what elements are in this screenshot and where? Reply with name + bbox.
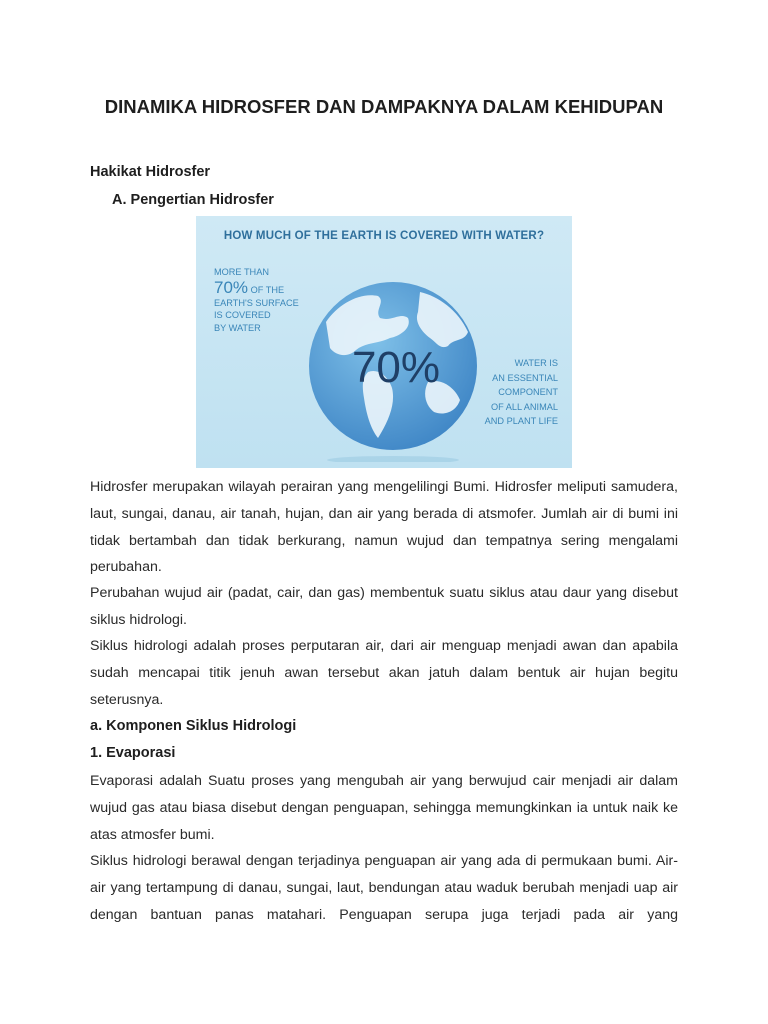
left-percent: 70% [214, 277, 249, 297]
paragraph-evaporasi: Evaporasi adalah Suatu proses yang mengubah air yang berwujud cair menjadi air dalam wujud gas atau biasa disebut dengan penguapan, sehingga memungkinkan ia untuk naik ke atas atmosfer bumi. [90, 773, 678, 843]
left-after-percent: OF THE [250, 284, 285, 295]
left-line-3: EARTH'S SURFACE [214, 297, 299, 308]
right-line-5: AND PLANT LIFE [484, 416, 558, 427]
infographic-right-text [485, 356, 558, 429]
heading-komponen: a. Komponen Siklus Hidrologi [90, 718, 297, 734]
right-line-4: OF ALL ANIMAL [490, 401, 558, 412]
paragraph-perubahan-wujud: Perubahan wujud air (padat, cair, dan gas) membentuk suatu siklus atau daur yang disebut siklus hidrologi. [90, 585, 678, 628]
left-line-5: BY WATER [214, 322, 261, 333]
document-title: DINAMIKA HIDROSFER DAN DAMPAKNYA DALAM KEHIDUPAN [104, 96, 664, 117]
water-coverage-infographic [196, 216, 572, 468]
globe-percent-label: 70% [351, 343, 441, 392]
subsection-heading: A. Pengertian Hidrosfer [112, 192, 274, 208]
heading-evaporasi: 1. Evaporasi [90, 745, 176, 761]
infographic-heading: HOW MUCH OF THE EARTH IS COVERED WITH WATER? [223, 230, 545, 242]
infographic-left-text [214, 266, 299, 334]
paragraph-siklus-hidrologi: Siklus hidrologi adalah proses perputaran air, dari air menguap menjadi awan dan apabila sudah mencapai titik jenuh awan tersebut akan jatuh dalam bentuk air hujan begitu seterusnya. [90, 638, 678, 708]
paragraph-hidrosfer: Hidrosfer merupakan wilayah perairan yang mengelilingi Bumi. Hidrosfer meliputi samudera, laut, sungai, danau, air tanah, hujan, dan air yang berada di atsmofer. Jumlah air di bumi ini tidak bertambah dan tidak berkurang, namun wujud dan tempatnya sering mengalami perubahan. [90, 479, 678, 576]
right-line-1: WATER IS [514, 358, 558, 368]
section-heading: Hakikat Hidrosfer [90, 164, 211, 180]
right-line-3: COMPONENT [498, 387, 558, 398]
paragraph-siklus-awal: Siklus hidrologi berawal dengan terjadinya penguapan air yang ada di permukaan bumi. Air-air yang tertampung di danau, sungai, laut, bendungan atau waduk berubah menjadi uap air dengan bantuan panas matahari. Penguapan serupa juga terjadi pada air yang [90, 853, 678, 923]
left-line-1: MORE THAN [214, 267, 269, 277]
left-line-4: IS COVERED [214, 310, 271, 321]
globe-icon [308, 252, 478, 462]
right-line-2: AN ESSENTIAL [492, 372, 558, 383]
